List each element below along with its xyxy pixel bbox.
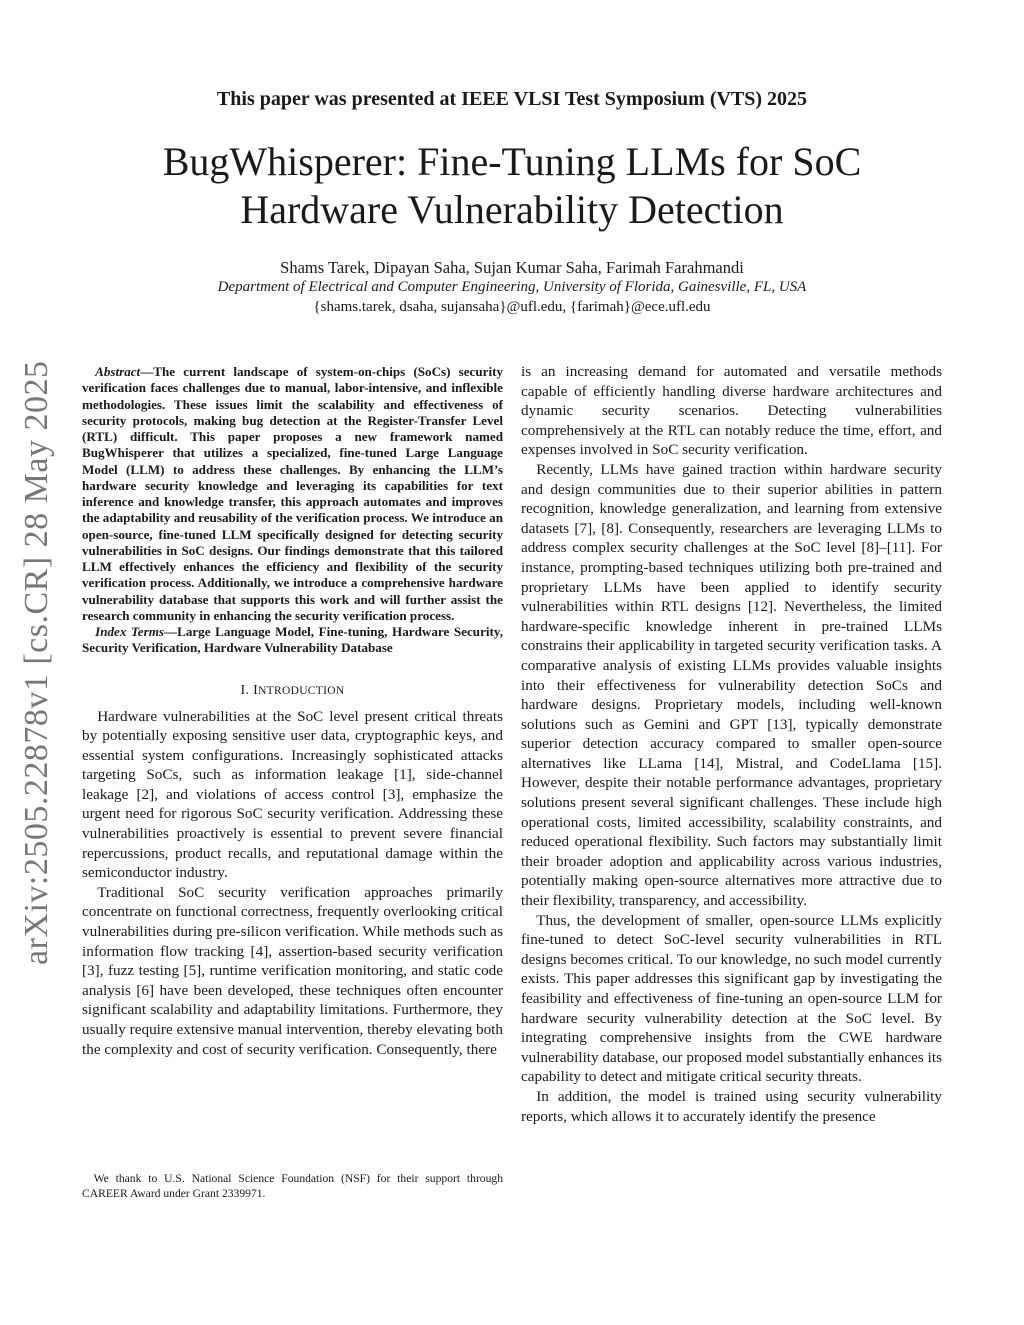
author-list: Shams Tarek, Dipayan Saha, Sujan Kumar Saha, Farimah Farahmandi xyxy=(280,258,744,277)
venue-line: This paper was presented at IEEE VLSI Test Symposium (VTS) 2025 xyxy=(216,88,808,110)
section-heading-rest: NTRODUCTION xyxy=(258,684,345,697)
author-emails: {shams.tarek, dsaha, sujansaha}@ufl.edu, {farimah}@ece.ufl.edu xyxy=(313,299,711,315)
left-column xyxy=(82,364,503,1059)
intro-paragraph-2: Traditional SoC security verification approaches primarily concentrate on functional correctness, frequently overlooking critical vulnerabilities during pre-silicon verification. While methods such as information flow tracking [4], assertion-based security verification [3], fuzz testing [5], runtime verification monitoring, and static code analysis [6] have been developed, these techniques often encounter significant scalability and adaptability limitations. Furthermore, they usually require extensive manual intervention, thereby elevating both the complexity and cost of security verification. Consequently, there xyxy=(82,883,503,1058)
title-line-1: BugWhisperer: Fine-Tuning LLMs for SoC xyxy=(162,139,862,184)
index-terms-label: Index Terms xyxy=(95,624,164,639)
right-column xyxy=(521,362,942,1126)
section-heading-introduction xyxy=(82,683,503,699)
intro-paragraph-5: Thus, the development of smaller, open-source LLMs explicitly fine-tuned to detect SoC-level security vulnerabilities in RTL designs becomes critical. To our knowledge, no such model currently exists. This paper addresses this significant gap by investigating the feasibility and effectiveness of fine-tuning an open-source LLM for hardware security vulnerability detection at the SoC level. By integrating comprehensive insights from the CWE hardware vulnerability database, our proposed model substantially enhances its capability to detect and mitigate critical security threats. xyxy=(521,911,942,1086)
footnote: We thank to U.S. National Science Foundation (NSF) for their support through CAREER Award under Grant 2339971. xyxy=(82,1172,503,1200)
arxiv-stamp: arXiv:2505.22878v1 [cs.CR] 28 May 2025 xyxy=(18,360,55,965)
intro-paragraph-4: Recently, LLMs have gained traction within hardware security and design communities due to their superior abilities in pattern recognition, knowledge generalization, and learning from extensive datasets [7], [8]. Consequently, researchers are leveraging LLMs to address complex security challenges at the SoC level [8]–[11]. For instance, prompting-based techniques utilizing both pre-trained and proprietary LLMs have been applied to identify security vulnerabilities within RTL designs [12]. Nevertheless, the limited hardware-specific knowledge inherent in pre-trained LLMs constrains their applicability in targeted security verification tasks. A comparative analysis of existing LLMs provides valuable insights into their effectiveness for vulnerability detection SoCs and hardware designs. Proprietary models, including well-known solutions such as Gemini and GPT [13], typically demonstrate superior detection accuracy compared to smaller open-source alternatives like LLama [14], Mistral, and CodeLlama [15]. However, despite their notable performance advantages, proprietary solutions present several significant challenges. These include high operational costs, limited accessibility, scalability constraints, and reduced operational flexibility. Such factors may substantially limit their broader adoption and applicability across various industries, potentially making open-source alternatives more attractive due to their flexibility, transparency, and accessibility. xyxy=(521,460,942,910)
abstract xyxy=(82,364,503,624)
intro-paragraph-3: is an increasing demand for automated and versatile methods capable of efficiently handling diverse hardware architectures and dynamic security scenarios. Detecting vulnerabilities comprehensively at the RTL can notably reduce the time, effort, and expenses involved in SoC security verification. xyxy=(521,363,942,459)
abstract-text: —The current landscape of system-on-chips (SoCs) security verification faces challenges due to manual, labor-intensive, and inflexible methodologies. These issues limit the scalability and effectiveness of security protocols, making bug detection at the Register-Transfer Level (RTL) difficult. This paper proposes a new framework named BugWhisperer that utilizes a specialized, fine-tuned Large Language Model (LLM) to address these challenges. By enhancing the LLM’s hardware security knowledge and leveraging its capabilities for text inference and knowledge transfer, this approach automates and improves the adaptability and reusability of the verification process. We introduce an open-source, fine-tuned LLM specifically designed for detecting security vulnerabilities in SoC designs. Our findings demonstrate that this tailored LLM effectively enhances the efficiency and flexibility of the security verification process. Additionally, we introduce a comprehensive hardware vulnerability database that supports this work and will further assist the research community in enhancing the security verification process. xyxy=(82,364,503,623)
index-terms-text: —Large Language Model, Fine-tuning, Hardware Security, Security Verification, Hardware Vulnerability Database xyxy=(82,624,503,656)
paper-title xyxy=(0,138,1024,234)
affiliation: Department of Electrical and Computer Engineering, University of Florida, Gainesville, FL, USA xyxy=(217,279,807,295)
abstract-label: Abstract xyxy=(95,364,141,379)
intro-paragraph-1: Hardware vulnerabilities at the SoC level present critical threats by potentially exposing sensitive user data, cryptographic keys, and essential system configurations. Increasingly sophisticated attacks targeting SoCs, such as information leakage [1], side-channel leakage [2], and violations of access control [3], emphasize the urgent need for rigorous SoC security verification. Addressing these vulnerabilities proactively is essential to prevent severe financial repercussions, product recalls, and reputational damage within the semiconductor industry. xyxy=(82,707,503,882)
index-terms xyxy=(82,624,503,657)
section-heading-numeral: I. I xyxy=(240,682,259,698)
intro-paragraph-6: In addition, the model is trained using security vulnerability reports, which allows it to accurately identify the presence xyxy=(521,1087,942,1125)
title-line-2: Hardware Vulnerability Detection xyxy=(240,187,784,232)
